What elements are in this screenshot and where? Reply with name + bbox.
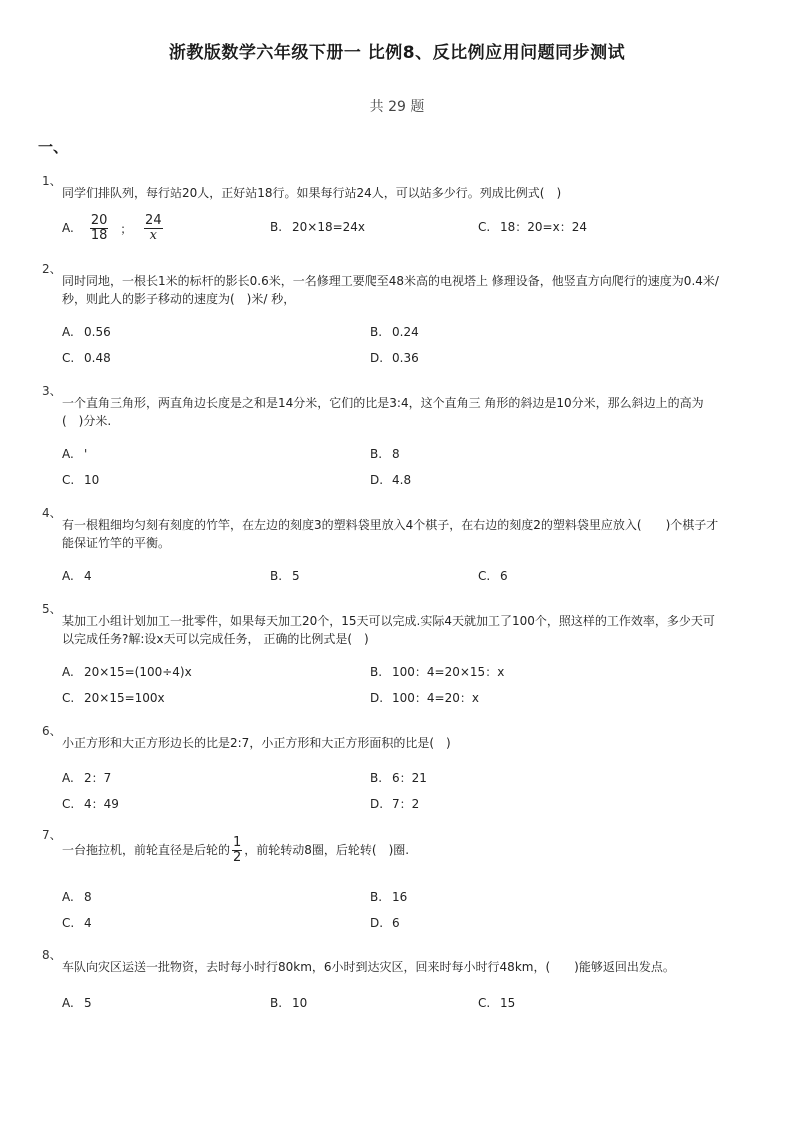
option-text: 10 bbox=[84, 473, 100, 487]
fraction bbox=[232, 836, 242, 865]
option-text: 0.24 bbox=[392, 325, 419, 339]
option-text: 8 bbox=[84, 890, 92, 904]
option-letter: B. bbox=[370, 890, 383, 904]
fraction-denominator: x bbox=[149, 228, 157, 243]
option-text: 0.48 bbox=[84, 351, 111, 365]
option-text: 6：21 bbox=[392, 771, 427, 785]
option-letter: B. bbox=[370, 771, 383, 785]
question-stem bbox=[62, 836, 722, 865]
option-letter: C. bbox=[478, 996, 491, 1010]
stem-text-after: ，前轮转动8圈，后轮转( )圈. bbox=[244, 843, 410, 857]
option-d[interactable] bbox=[370, 471, 411, 489]
option-letter: B. bbox=[370, 665, 383, 679]
fraction-denominator: 2 bbox=[233, 850, 242, 865]
option-letter: C. bbox=[62, 797, 75, 811]
question-number: 8、 bbox=[42, 948, 62, 962]
fraction bbox=[144, 214, 163, 243]
option-c[interactable] bbox=[478, 994, 515, 1012]
option-text: ' bbox=[84, 447, 88, 461]
option-b[interactable] bbox=[270, 567, 300, 585]
fraction-numerator: 24 bbox=[145, 213, 162, 228]
fraction-denominator: 18 bbox=[90, 228, 108, 243]
option-text: 100：4=20：x bbox=[392, 691, 479, 705]
option-b[interactable] bbox=[370, 769, 427, 787]
option-text: 4：49 bbox=[84, 797, 119, 811]
question-number: 7、 bbox=[42, 828, 62, 842]
option-text: 6 bbox=[500, 569, 508, 583]
option-c[interactable] bbox=[478, 567, 508, 585]
question-number: 2、 bbox=[42, 262, 62, 276]
option-letter: C. bbox=[62, 691, 75, 705]
question-stem: 同时同地，一根长1米的标杆的影长0.6米，一名修理工要爬至48米高的电视塔上 修理设备，他竖直方向爬行的速度为0.4米/秒，则此人的影子移动的速度为( )米/ 秒， bbox=[62, 274, 719, 306]
option-letter: D. bbox=[370, 351, 384, 365]
question-number: 5、 bbox=[42, 602, 62, 616]
option-letter: C. bbox=[478, 220, 491, 234]
question-number: 1、 bbox=[42, 174, 62, 188]
option-c[interactable] bbox=[478, 218, 587, 236]
option-a[interactable] bbox=[62, 888, 92, 906]
page-title: 浙教版数学六年级下册一 比例8、反比例应用问题同步测试 bbox=[168, 43, 626, 63]
option-text: 20×15=(100÷4)x bbox=[84, 665, 192, 679]
option-a[interactable] bbox=[62, 445, 87, 463]
option-text: 4.8 bbox=[392, 473, 412, 487]
option-text: 20×15=100x bbox=[84, 691, 165, 705]
option-c[interactable] bbox=[62, 471, 99, 489]
option-text: 5 bbox=[292, 569, 300, 583]
stem-text-before: 一台拖拉机，前轮直径是后轮的 bbox=[62, 843, 231, 857]
option-b[interactable] bbox=[270, 218, 365, 236]
option-text: 15 bbox=[500, 996, 516, 1010]
option-letter: D. bbox=[370, 473, 384, 487]
option-letter: B. bbox=[370, 325, 383, 339]
question-number: 4、 bbox=[42, 506, 62, 520]
option-text: 5 bbox=[84, 996, 92, 1010]
option-letter: A. bbox=[62, 771, 74, 785]
option-letter: D. bbox=[370, 916, 384, 930]
option-c[interactable] bbox=[62, 795, 119, 813]
question-stem: 有一根粗细均匀刻有刻度的竹竿，在左边的刻度3的塑料袋里放入4个棋子，在右边的刻度2的塑料袋里应放入( )个棋子才能保证竹竿的平衡。 bbox=[62, 518, 719, 550]
option-a[interactable] bbox=[62, 214, 165, 243]
option-letter: B. bbox=[370, 447, 383, 461]
option-a[interactable] bbox=[62, 323, 111, 341]
question-number: 6、 bbox=[42, 724, 62, 738]
option-letter: B. bbox=[270, 996, 283, 1010]
option-a[interactable] bbox=[62, 994, 92, 1012]
option-letter: A. bbox=[62, 665, 74, 679]
option-c[interactable] bbox=[62, 349, 111, 367]
option-letter: D. bbox=[370, 691, 384, 705]
option-text: 0.56 bbox=[84, 325, 111, 339]
section-heading: 一、 bbox=[38, 138, 69, 156]
option-text: 0.36 bbox=[392, 351, 419, 365]
option-letter: A. bbox=[62, 221, 74, 235]
option-a[interactable] bbox=[62, 769, 111, 787]
option-b[interactable] bbox=[370, 445, 400, 463]
question-stem: 某加工小组计划加工一批零件，如果每天加工20个，15天可以完成.实际4天就加工了100个，照这样的工作效率，多少天可以完成任务?解:设x天可以完成任务， 正确的比例式是( ) bbox=[62, 614, 715, 646]
option-letter: D. bbox=[370, 797, 384, 811]
option-letter: C. bbox=[62, 473, 75, 487]
option-d[interactable] bbox=[370, 349, 419, 367]
option-b[interactable] bbox=[270, 994, 307, 1012]
option-a[interactable] bbox=[62, 567, 92, 585]
option-text: 18：20=x：24 bbox=[500, 220, 587, 234]
fraction bbox=[90, 214, 109, 243]
option-text: 6 bbox=[392, 916, 400, 930]
option-letter: A. bbox=[62, 996, 74, 1010]
option-text: 4 bbox=[84, 569, 92, 583]
option-b[interactable] bbox=[370, 663, 504, 681]
option-letter: A. bbox=[62, 447, 74, 461]
fraction-numerator: 20 bbox=[90, 213, 108, 228]
option-d[interactable] bbox=[370, 795, 419, 813]
option-text: 8 bbox=[392, 447, 400, 461]
fraction-numerator: 1 bbox=[233, 835, 242, 850]
option-b[interactable] bbox=[370, 323, 419, 341]
option-letter: C. bbox=[62, 916, 75, 930]
question-stem: 一个直角三角形，两直角边长度是之和是14分米，它们的比是3:4，这个直角三 角形的斜边是10分米，那么斜边上的高为( )分米. bbox=[62, 396, 704, 428]
option-b[interactable] bbox=[370, 888, 407, 906]
option-text: 16 bbox=[392, 890, 408, 904]
question-stem: 车队向灾区运送一批物资，去时每小时行80km，6小时到达灾区，回来时每小时行48km，( )能够返回出发点。 bbox=[62, 960, 675, 974]
option-d[interactable] bbox=[370, 914, 400, 932]
option-letter: C. bbox=[478, 569, 491, 583]
separator: ； bbox=[120, 221, 133, 236]
option-a[interactable] bbox=[62, 663, 192, 681]
option-letter: A. bbox=[62, 325, 74, 339]
option-letter: C. bbox=[62, 351, 75, 365]
question-number: 3、 bbox=[42, 384, 62, 398]
option-letter: A. bbox=[62, 569, 74, 583]
option-text: 7：2 bbox=[392, 797, 420, 811]
option-text: 2：7 bbox=[84, 771, 112, 785]
option-letter: A. bbox=[62, 890, 74, 904]
option-text: 4 bbox=[84, 916, 92, 930]
option-text: 100：4=20×15：x bbox=[392, 665, 505, 679]
question-stem: 同学们排队列，每行站20人，正好站18行。如果每行站24人，可以站多少行。列成比例式( ) bbox=[62, 186, 562, 200]
option-text: 20×18=24x bbox=[292, 220, 366, 234]
option-d[interactable] bbox=[370, 689, 479, 707]
question-stem: 小正方形和大正方形边长的比是2:7，小正方形和大正方形面积的比是( ) bbox=[62, 736, 451, 750]
question-count: 共 29 题 bbox=[369, 99, 425, 115]
option-letter: B. bbox=[270, 569, 283, 583]
option-letter: B. bbox=[270, 220, 283, 234]
option-c[interactable] bbox=[62, 914, 92, 932]
option-text: 10 bbox=[292, 996, 308, 1010]
option-c[interactable] bbox=[62, 689, 165, 707]
